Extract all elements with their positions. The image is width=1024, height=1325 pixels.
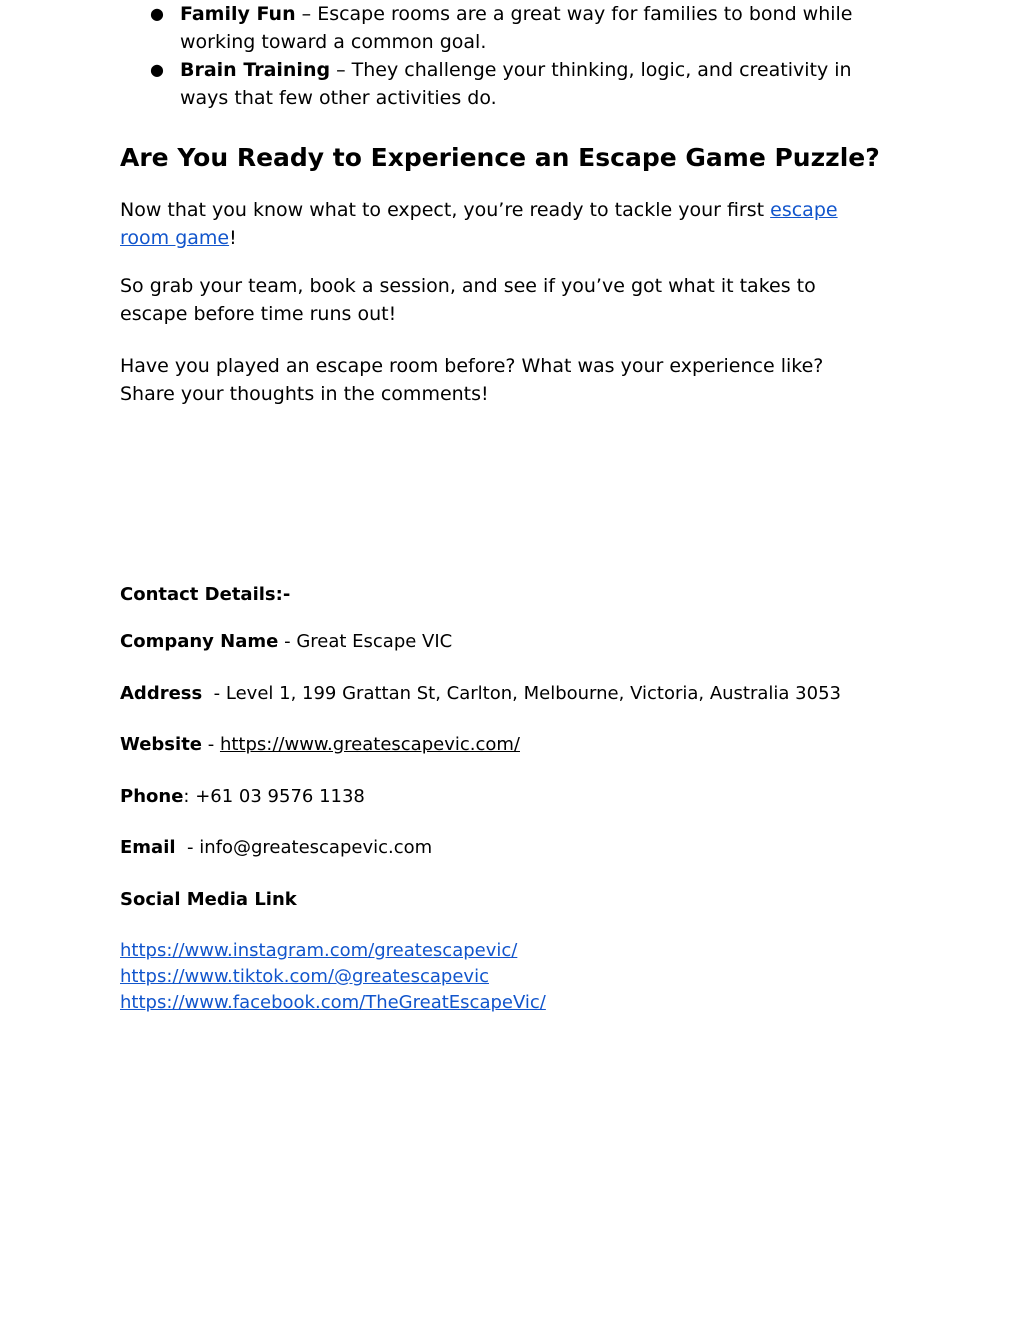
facebook-link[interactable]: https://www.facebook.com/TheGreatEscapeVic/ bbox=[120, 992, 546, 1013]
website-separator: - bbox=[202, 734, 220, 755]
paragraph-text: ! bbox=[229, 227, 237, 249]
address-value: Level 1, 199 Grattan St, Carlton, Melbourne, Victoria, Australia 3053 bbox=[225, 683, 841, 704]
bullet-term: Brain Training bbox=[180, 59, 331, 81]
paragraph-book-session: So grab your team, book a session, and see if you’ve got what it takes to escape before time runs out! bbox=[120, 275, 816, 325]
email-separator: - bbox=[175, 837, 200, 858]
email-value: info@greatescapevic.com bbox=[199, 837, 433, 858]
website-label: Website bbox=[120, 734, 203, 755]
bullet-text: – They challenge your thinking, logic, and creativity in ways that few other activities do. bbox=[180, 59, 852, 109]
bullet-dot-icon: ● bbox=[150, 60, 164, 79]
contact-company-line bbox=[120, 629, 940, 655]
phone-label: Phone bbox=[120, 786, 184, 807]
paragraph-comments: Have you played an escape room before? What was your experience like? Share your thoughts in the comments! bbox=[120, 355, 824, 405]
phone-separator: : bbox=[183, 786, 196, 807]
company-value: Great Escape VIC bbox=[296, 631, 453, 652]
paragraph-text: Now that you know what to expect, you’re ready to tackle your first bbox=[120, 199, 771, 221]
company-separator: - bbox=[278, 631, 297, 652]
contact-title: Contact Details:- bbox=[120, 584, 291, 605]
website-link[interactable]: https://www.greatescapevic.com/ bbox=[219, 734, 520, 755]
section-heading: Are You Ready to Experience an Escape Game Puzzle? bbox=[120, 143, 880, 172]
phone-value: +61 03 9576 1138 bbox=[195, 786, 365, 807]
email-label: Email bbox=[120, 837, 176, 858]
bullet-text: – Escape rooms are a great way for families to bond while working toward a common goal. bbox=[180, 3, 853, 53]
contact-phone-line bbox=[120, 784, 940, 810]
contact-email-line bbox=[120, 835, 940, 861]
contact-website-line bbox=[120, 732, 940, 758]
contact-address-line bbox=[120, 681, 940, 707]
bullet-item-brain-training bbox=[150, 56, 900, 112]
bullet-dot-icon: ● bbox=[150, 4, 164, 23]
paragraph-intro bbox=[120, 196, 880, 252]
escape-room-game-link[interactable]: escape room game bbox=[120, 199, 838, 249]
tiktok-link[interactable]: https://www.tiktok.com/@greatescapevic bbox=[120, 966, 489, 987]
social-media-title: Social Media Link bbox=[120, 889, 297, 910]
bullet-term: Family Fun bbox=[180, 3, 296, 25]
address-separator: - bbox=[202, 683, 226, 704]
bullet-item-family-fun bbox=[150, 0, 900, 56]
address-label: Address bbox=[120, 683, 203, 704]
company-label: Company Name bbox=[120, 631, 279, 652]
instagram-link[interactable]: https://www.instagram.com/greatescapevic/ bbox=[120, 940, 518, 961]
